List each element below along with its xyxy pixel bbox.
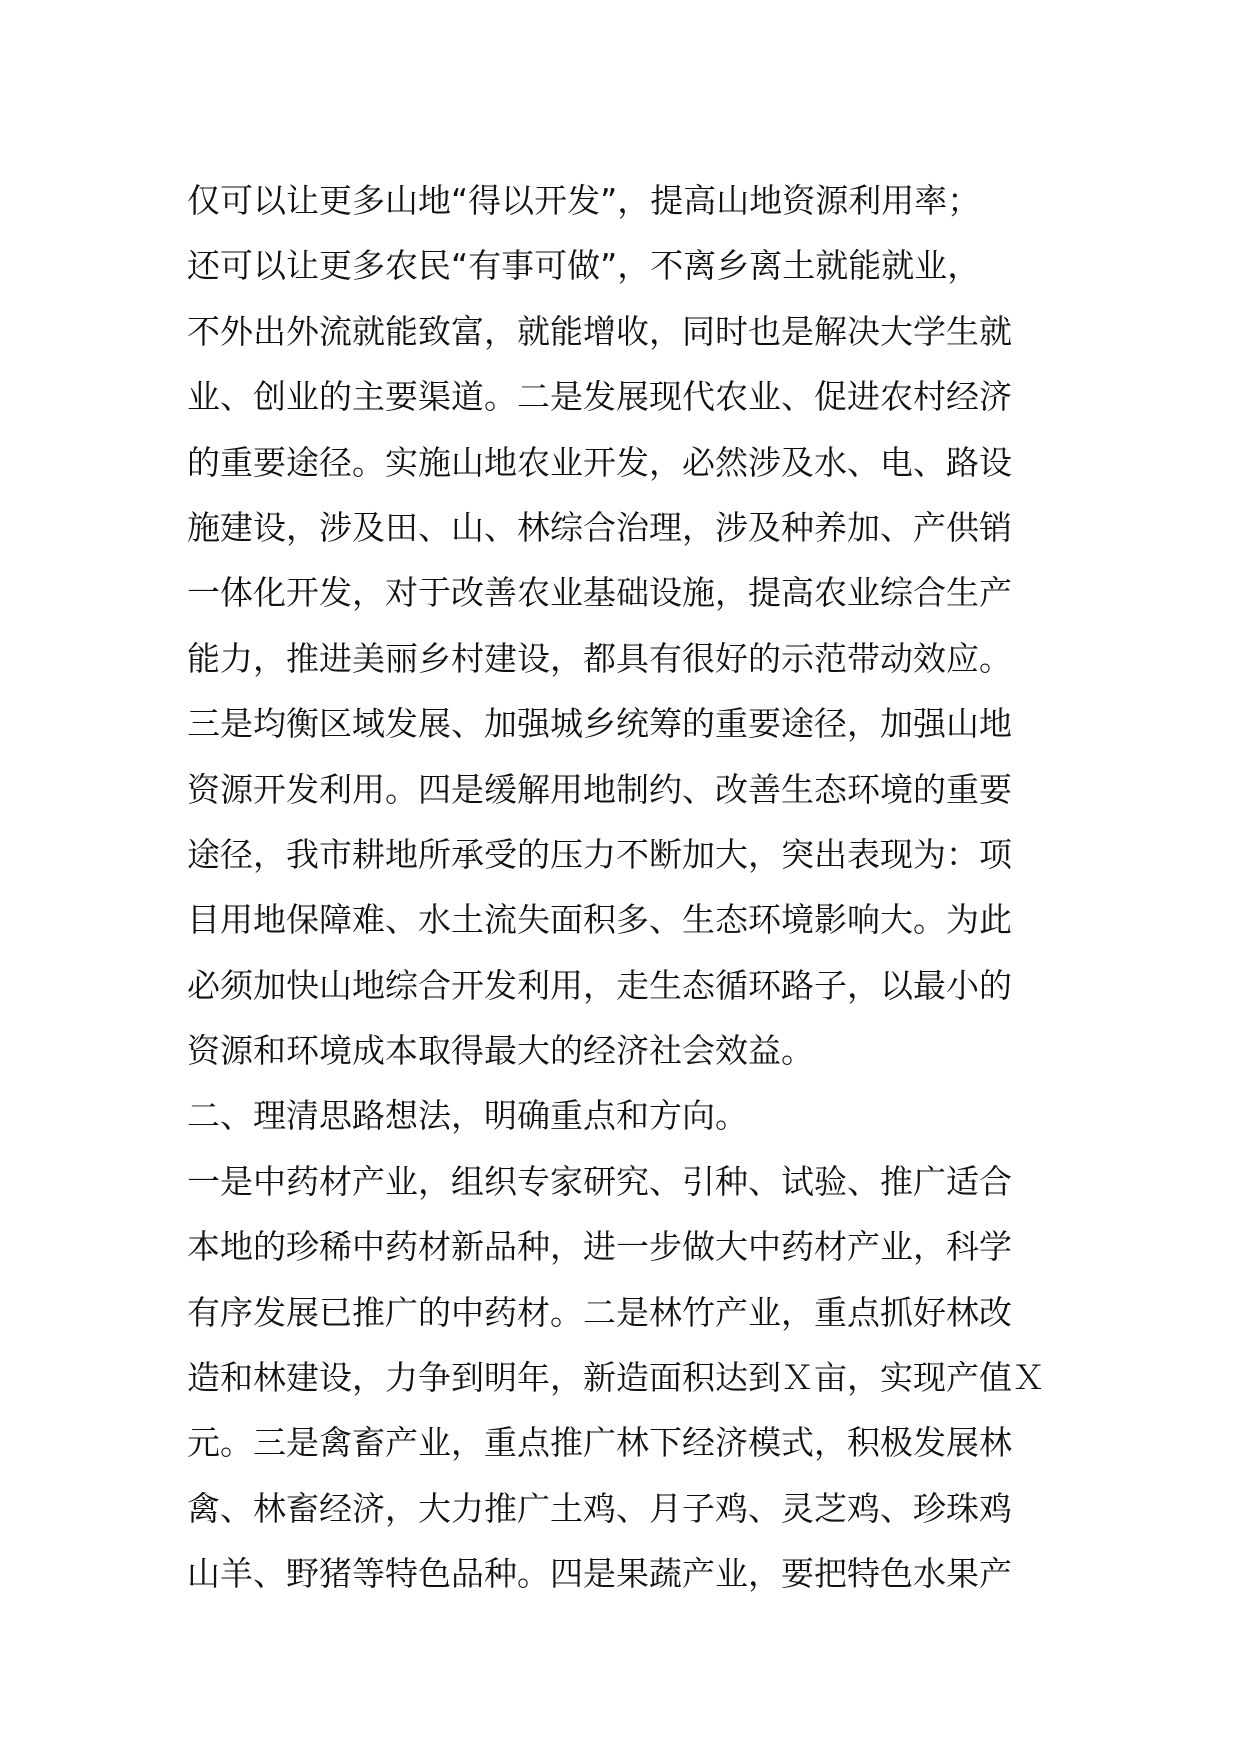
text-line: 一是中药材产业，组织专家研究、引种、试验、推广适合 bbox=[187, 1161, 1012, 1201]
text-line: 还可以让更多农民“有事可做”，不离乡离土就能就业， bbox=[187, 246, 981, 286]
text-line: 途径，我市耕地所承受的压力不断加大，突出表现为：项 bbox=[187, 834, 1012, 874]
text-line: 能力，推进美丽乡村建设，都具有很好的示范带动效应。 bbox=[187, 638, 1012, 678]
text-line: 不外出外流就能致富，就能增收，同时也是解决大学生就 bbox=[187, 311, 1012, 351]
section-heading: 二、理清思路想法，明确重点和方向。 bbox=[187, 1096, 748, 1136]
text-line: 资源和环境成本取得最大的经济社会效益。 bbox=[187, 1031, 814, 1071]
text-line: 施建设，涉及田、山、林综合治理，涉及种养加、产供销 bbox=[187, 507, 1012, 547]
body-text bbox=[187, 168, 1067, 1607]
text-line: 资源开发利用。四是缓解用地制约、改善生态环境的重要 bbox=[187, 769, 1012, 809]
text-line: 的重要途径。实施山地农业开发，必然涉及水、电、路设 bbox=[187, 442, 1012, 482]
text-line: 有序发展已推广的中药材。二是林竹产业，重点抓好林改 bbox=[187, 1292, 1012, 1332]
text-line: 一体化开发，对于改善农业基础设施，提高农业综合生产 bbox=[187, 573, 1012, 613]
text-line: 目用地保障难、水土流失面积多、生态环境影响大。为此 bbox=[187, 900, 1012, 940]
text-line: 三是均衡区域发展、加强城乡统筹的重要途径，加强山地 bbox=[187, 704, 1012, 744]
text-line: 山羊、野猪等特色品种。四是果蔬产业，要把特色水果产 bbox=[187, 1554, 1012, 1594]
text-line: 必须加快山地综合开发利用，走生态循环路子，以最小的 bbox=[187, 965, 1012, 1005]
text-line: 元。三是禽畜产业，重点推广林下经济模式，积极发展林 bbox=[187, 1423, 1012, 1463]
text-line: 禽、林畜经济，大力推广土鸡、月子鸡、灵芝鸡、珍珠鸡 bbox=[187, 1488, 1012, 1528]
text-line: 本地的珍稀中药材新品种，进一步做大中药材产业，科学 bbox=[187, 1227, 1012, 1267]
text-line: 造和林建设，力争到明年，新造面积达到Ｘ亩，实现产值Ｘ bbox=[187, 1358, 1045, 1398]
text-line: 仅可以让更多山地“得以开发”，提高山地资源利用率； bbox=[187, 181, 981, 220]
text-line: 业、创业的主要渠道。二是发展现代农业、促进农村经济 bbox=[187, 377, 1012, 417]
